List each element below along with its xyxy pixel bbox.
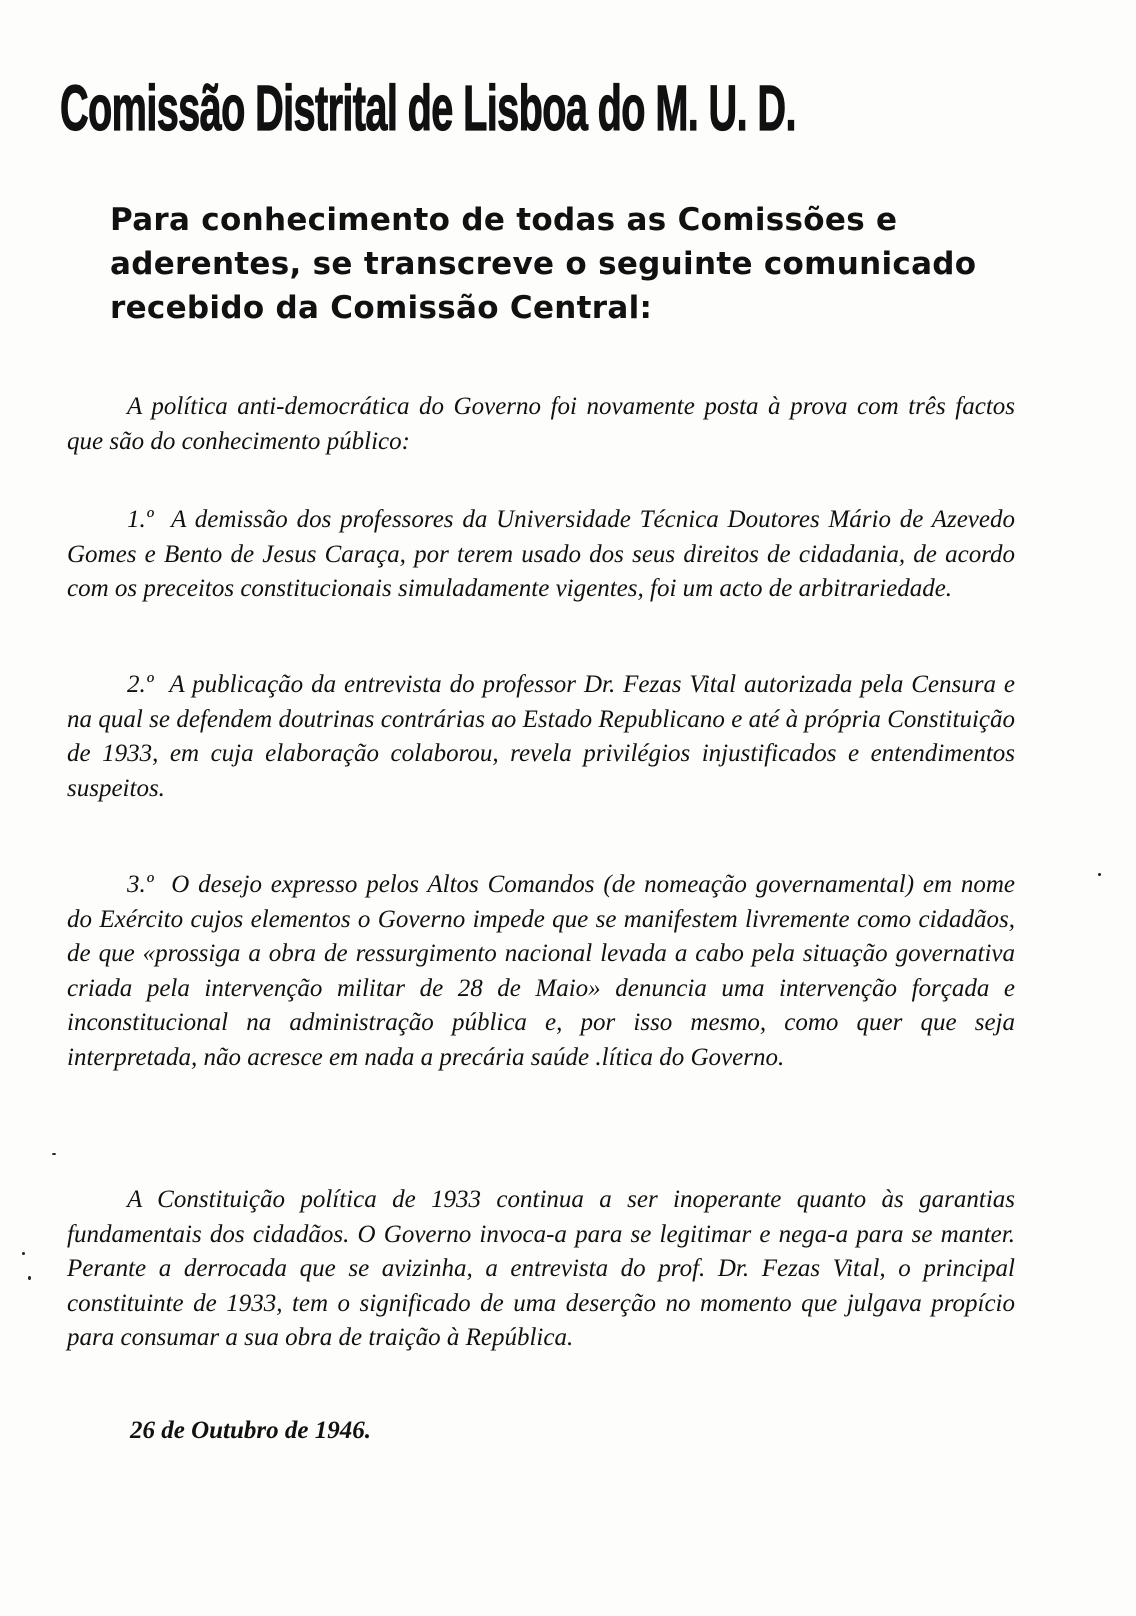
point-1-paragraph [67,503,1015,607]
point-2-number: 2.º [127,671,154,698]
conclusion-paragraph: A Constituição política de 1933 continua a ser inoperante quanto às garantias fundamentais dos cidadãos. O Governo invoca-a para se legitimar e nega-a para se manter. Perante a derrocada que se avizinha, a entrevista do prof. Dr. Fezas Vital, o principal constituinte de 1933, tem o significado de uma deserção no momento que julgava propício para consumar a sua obra de traição à República. [67,1186,1015,1351]
point-3-number: 3.º [127,871,154,898]
document-title: Comissão Distrital de Lisboa do M. U. D. [60,72,796,144]
document-date: 26 de Outubro de 1946. [130,1417,371,1444]
scan-speck [1098,873,1101,876]
point-1-text: A demissão dos professores da Universidade Técnica Doutores Mário de Azevedo Gomes e Bento de Jesus Caraça, por terem usado dos seus direitos de cidadania, de acordo com os preceitos constitucionais simuladamente vigentes, foi um acto de arbitrariedade. [67,506,1015,602]
point-3-text: O desejo expresso pelos Altos Comandos (de nomeação governamental) em nome do Exército cujos elementos o Governo impede que se manifestem livremente como cidadãos, de que «prossiga a obra de ressurgimento nacional levada a cabo pela situação governativa criada pela intervenção militar de 28 de Maio» denuncia uma intervenção forçada e inconstitucional na administração pública e, por isso mesmo, como quer que seja interpretada, não acresce em nada a precária saúde .lítica do Governo. [67,871,1015,1071]
scan-speck [28,1276,31,1280]
scan-speck [52,1153,56,1155]
point-3-paragraph [67,868,1015,1075]
intro-paragraph: A política anti-democrática do Governo foi novamente posta à prova com três factos que são do conhecimento público: [67,393,1015,455]
point-2-text: A publicação da entrevista do professor Dr. Fezas Vital autorizada pela Censura e na qual se defendem doutrinas contrárias ao Estado Republicano e até à própria Constituição de 1933, em cuja elaboração colaborou, revela privilégios injustificados e entendimentos suspeitos. [67,671,1016,802]
point-1-number: 1.º [127,506,154,533]
scan-speck [22,1252,25,1255]
point-2-paragraph [67,668,1015,806]
document-subtitle: Para conhecimento de todas as Comissões e aderentes, se transcreve o seguinte comunicado recebido da Comissão Central: [110,202,977,326]
